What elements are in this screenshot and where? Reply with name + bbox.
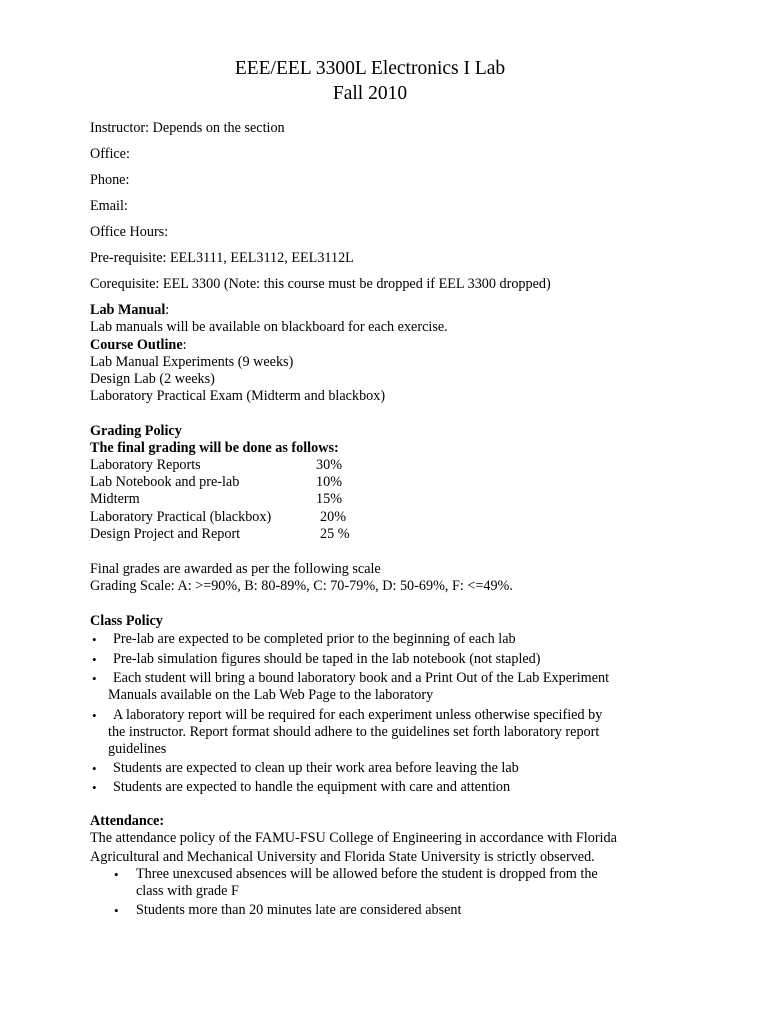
grade-label: Design Project and Report — [90, 526, 241, 542]
bullet-icon: • — [92, 708, 97, 723]
course-outline-colon: : — [182, 337, 187, 353]
grade-row — [90, 491, 343, 508]
policy-item-continued: the instructor. Report format should adhere to the guidelines set forth laboratory report — [108, 724, 600, 740]
grade-label: Midterm — [90, 491, 140, 507]
outline-item: Lab Manual Experiments (9 weeks) — [90, 354, 294, 370]
lab-manual-heading-line — [90, 302, 169, 319]
grade-value: 25 % — [320, 526, 350, 542]
grade-label: Lab Notebook and pre-lab — [90, 474, 240, 490]
grade-value: 10% — [316, 474, 343, 490]
grade-row — [90, 526, 350, 543]
grading-scale-intro: Final grades are awarded as per the following scale — [90, 561, 381, 577]
policy-item-continued: guidelines — [108, 741, 167, 757]
grade-value: 30% — [316, 457, 343, 473]
outline-item: Laboratory Practical Exam (Midterm and blackbox) — [90, 388, 386, 404]
policy-item: Students are expected to handle the equipment with care and attention — [113, 779, 511, 795]
attendance-text: Agricultural and Mechanical University and Florida State University is strictly observed. — [90, 849, 595, 865]
bullet-icon: • — [92, 780, 97, 795]
attendance-item-continued: class with grade F — [136, 883, 239, 899]
grade-label: Laboratory Practical (blackbox) — [90, 509, 272, 525]
course-title: EEE/EEL 3300L Electronics I Lab — [234, 58, 506, 79]
bullet-icon: • — [114, 867, 119, 882]
policy-item: Each student will bring a bound laboratory book and a Print Out of the Lab Experiment — [113, 670, 610, 686]
policy-item: Pre-lab are expected to be completed prior to the beginning of each lab — [113, 631, 516, 647]
attendance-item: Three unexcused absences will be allowed before the student is dropped from the — [136, 866, 598, 882]
class-policy-heading: Class Policy — [90, 613, 163, 629]
policy-item-continued: Manuals available on the Lab Web Page to the laboratory — [108, 687, 434, 703]
attendance-text: The attendance policy of the FAMU-FSU College of Engineering in accordance with Florida — [90, 830, 617, 846]
phone-line: Phone: — [90, 172, 130, 188]
grade-row — [90, 457, 343, 474]
office-hours-line: Office Hours: — [90, 224, 169, 240]
bullet-icon: • — [92, 671, 97, 686]
policy-item: A laboratory report will be required for each experiment unless otherwise specified by — [113, 707, 603, 723]
office-line: Office: — [90, 146, 130, 162]
course-outline-heading-line — [90, 337, 187, 354]
lab-manual-colon: : — [165, 302, 170, 318]
lab-manual-text: Lab manuals will be available on blackboard for each exercise. — [90, 319, 448, 335]
grade-value: 15% — [316, 491, 343, 507]
bullet-icon: • — [92, 632, 97, 647]
bullet-icon: • — [92, 761, 97, 776]
attendance-heading: Attendance: — [90, 813, 165, 829]
grading-scale: Grading Scale: A: >=90%, B: 80-89%, C: 70-79%, D: 50-69%, F: <=49%. — [90, 578, 513, 594]
grade-row — [90, 474, 343, 491]
outline-item: Design Lab (2 weeks) — [90, 371, 215, 387]
bullet-icon: • — [92, 652, 97, 667]
semester-title: Fall 2010 — [332, 83, 408, 104]
grade-label: Laboratory Reports — [90, 457, 201, 473]
policy-item: Students are expected to clean up their work area before leaving the lab — [113, 760, 519, 776]
policy-item: Pre-lab simulation figures should be taped in the lab notebook (not stapled) — [113, 651, 541, 667]
grading-policy-heading: Grading Policy — [90, 423, 182, 439]
bullet-icon: • — [114, 903, 119, 918]
email-line: Email: — [90, 198, 128, 214]
grade-value: 20% — [320, 509, 347, 525]
corequisite-line: Corequisite: EEL 3300 (Note: this course must be dropped if EEL 3300 dropped) — [90, 276, 551, 292]
grading-subheading: The final grading will be done as follows: — [90, 440, 339, 456]
instructor-line: Instructor: Depends on the section — [90, 120, 285, 136]
grade-row — [90, 509, 347, 526]
course-outline-heading: Course Outline — [90, 337, 183, 353]
lab-manual-heading: Lab Manual — [90, 302, 166, 318]
prerequisite-line: Pre-requisite: EEL3111, EEL3112, EEL3112L — [90, 250, 354, 266]
attendance-item: Students more than 20 minutes late are considered absent — [136, 902, 462, 918]
